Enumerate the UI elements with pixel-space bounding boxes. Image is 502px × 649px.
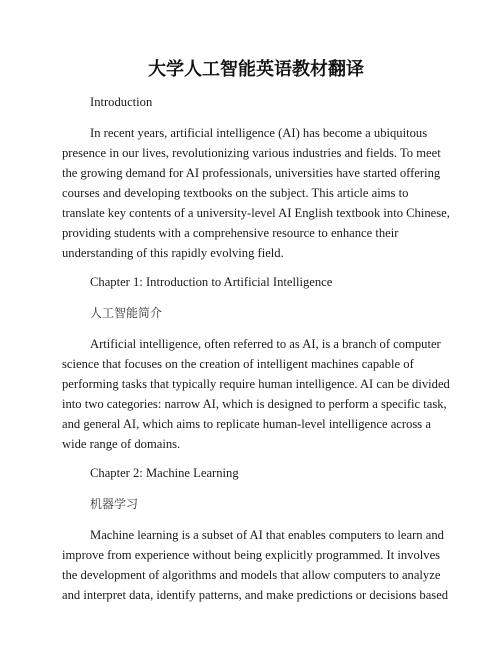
chapter-2-paragraph: Machine learning is a subset of AI that enables computers to learn and improve from experience without being explicitly programmed. It involves the development of algorithms and models that allow computers to analyze and interpret data, identify patterns, and make predictions or decisions based [62,528,449,602]
document-title: 大学人工智能英语教材翻译 [148,59,364,80]
chapter-2-heading: Chapter 2: Machine Learning [90,466,239,480]
chapter-1-paragraph: Artificial intelligence, often referred to as AI, is a branch of computer science that focuses on the creation of intelligent machines capable of performing tasks that typically require human intelligence. AI can be divided into two categories: narrow AI, which is designed to perform a specific task, and general AI, which aims to replicate human-level intelligence across a wide range of domains. [62,337,450,451]
intro-heading: Introduction [90,95,153,109]
chapter-1-heading: Chapter 1: Introduction to Artificial Intelligence [90,275,333,289]
chapter-2-chinese-heading: 机器学习 [90,497,139,511]
chapter-1-chinese-heading: 人工智能简介 [90,306,163,320]
intro-paragraph: In recent years, artificial intelligence (AI) has become a ubiquitous presence in our lives, revolutionizing various industries and fields. To meet the growing demand for AI professionals, universities have started offering courses and developing textbooks on the subject. This article aims to translate key contents of a university-level AI English textbook into Chinese, providing students with a comprehensive resource to enhance their understanding of this rapidly evolving field. [62,126,450,260]
